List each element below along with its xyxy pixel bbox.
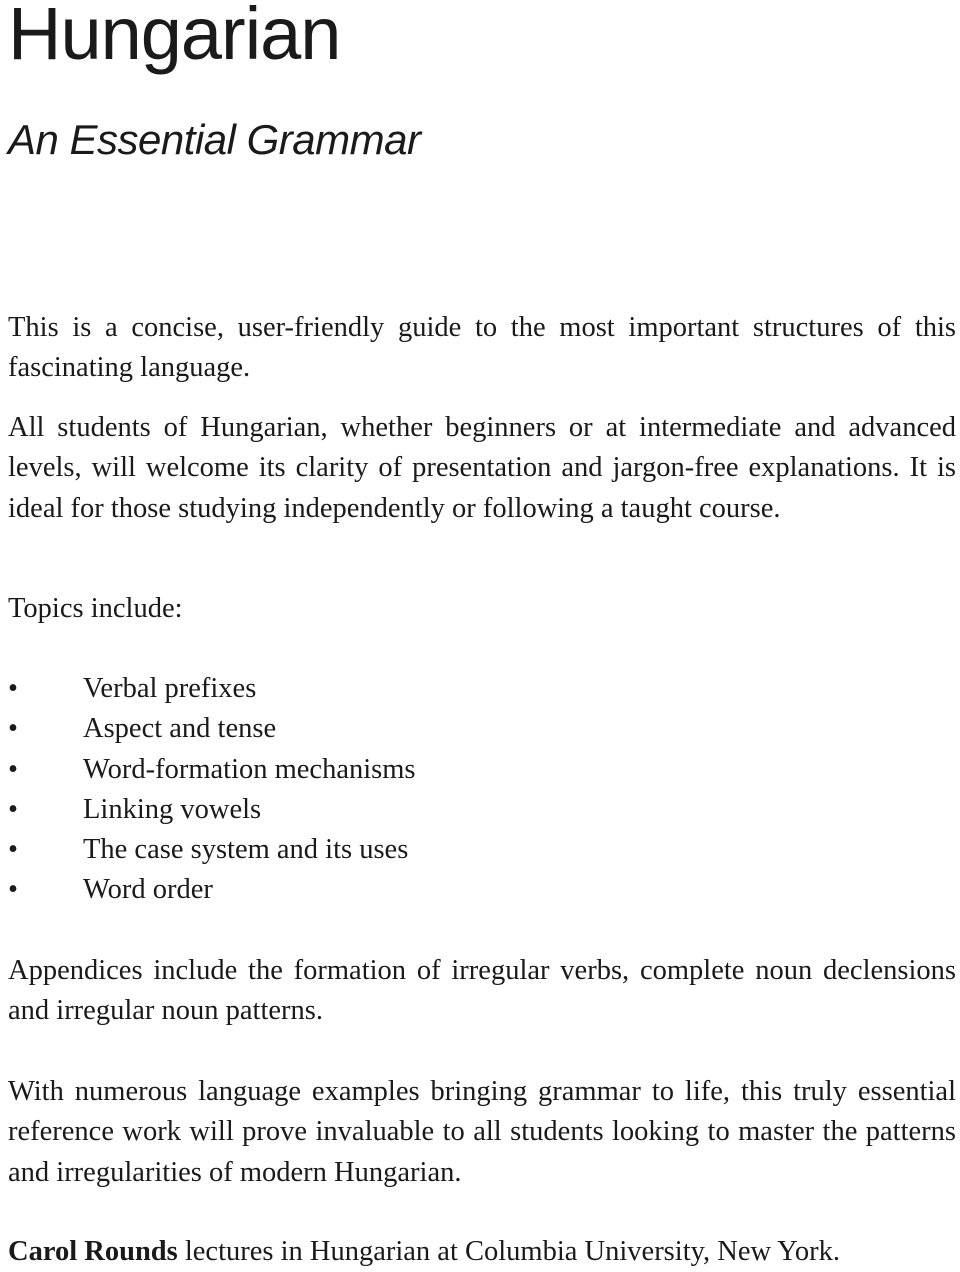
- bullet-icon: •: [8, 753, 18, 785]
- book-subtitle: An Essential Grammar: [8, 116, 421, 163]
- topic-label: Word order: [83, 874, 213, 906]
- bullet-icon: •: [8, 874, 18, 906]
- appendices-paragraph: Appendices include the formation of irregular verbs, complete noun declensions and irregular noun patterns.: [8, 955, 956, 1027]
- intro-paragraph: This is a concise, user-friendly guide to the most important structures of this fascinating language.: [8, 312, 956, 384]
- bullet-icon: •: [8, 793, 18, 825]
- topic-label: Aspect and tense: [83, 713, 277, 745]
- students-paragraph: All students of Hungarian, whether beginners or at intermediate and advanced levels, will welcome its clarity of presentation and jargon-free explanations. It is ideal for those studying independently or following a taught course.: [8, 412, 956, 524]
- topic-label: The case system and its uses: [83, 834, 409, 866]
- author-bio: lectures in Hungarian at Columbia University, New York.: [177, 1236, 840, 1267]
- topics-heading: Topics include:: [8, 593, 183, 624]
- examples-paragraph: With numerous language examples bringing grammar to life, this truly essential reference work will prove invaluable to all students looking to master the patterns and irregularities of modern Hungarian.: [8, 1076, 956, 1188]
- topic-label: Word-formation mechanisms: [83, 753, 416, 785]
- topic-label: Linking vowels: [83, 793, 262, 825]
- bullet-icon: •: [8, 713, 18, 745]
- author-paragraph: [8, 1232, 956, 1272]
- bullet-icon: •: [8, 834, 18, 866]
- bullet-icon: •: [8, 673, 18, 704]
- book-title: Hungarian: [8, 0, 341, 75]
- topic-label: Verbal prefixes: [83, 673, 257, 704]
- author-name: Carol Rounds: [8, 1236, 178, 1267]
